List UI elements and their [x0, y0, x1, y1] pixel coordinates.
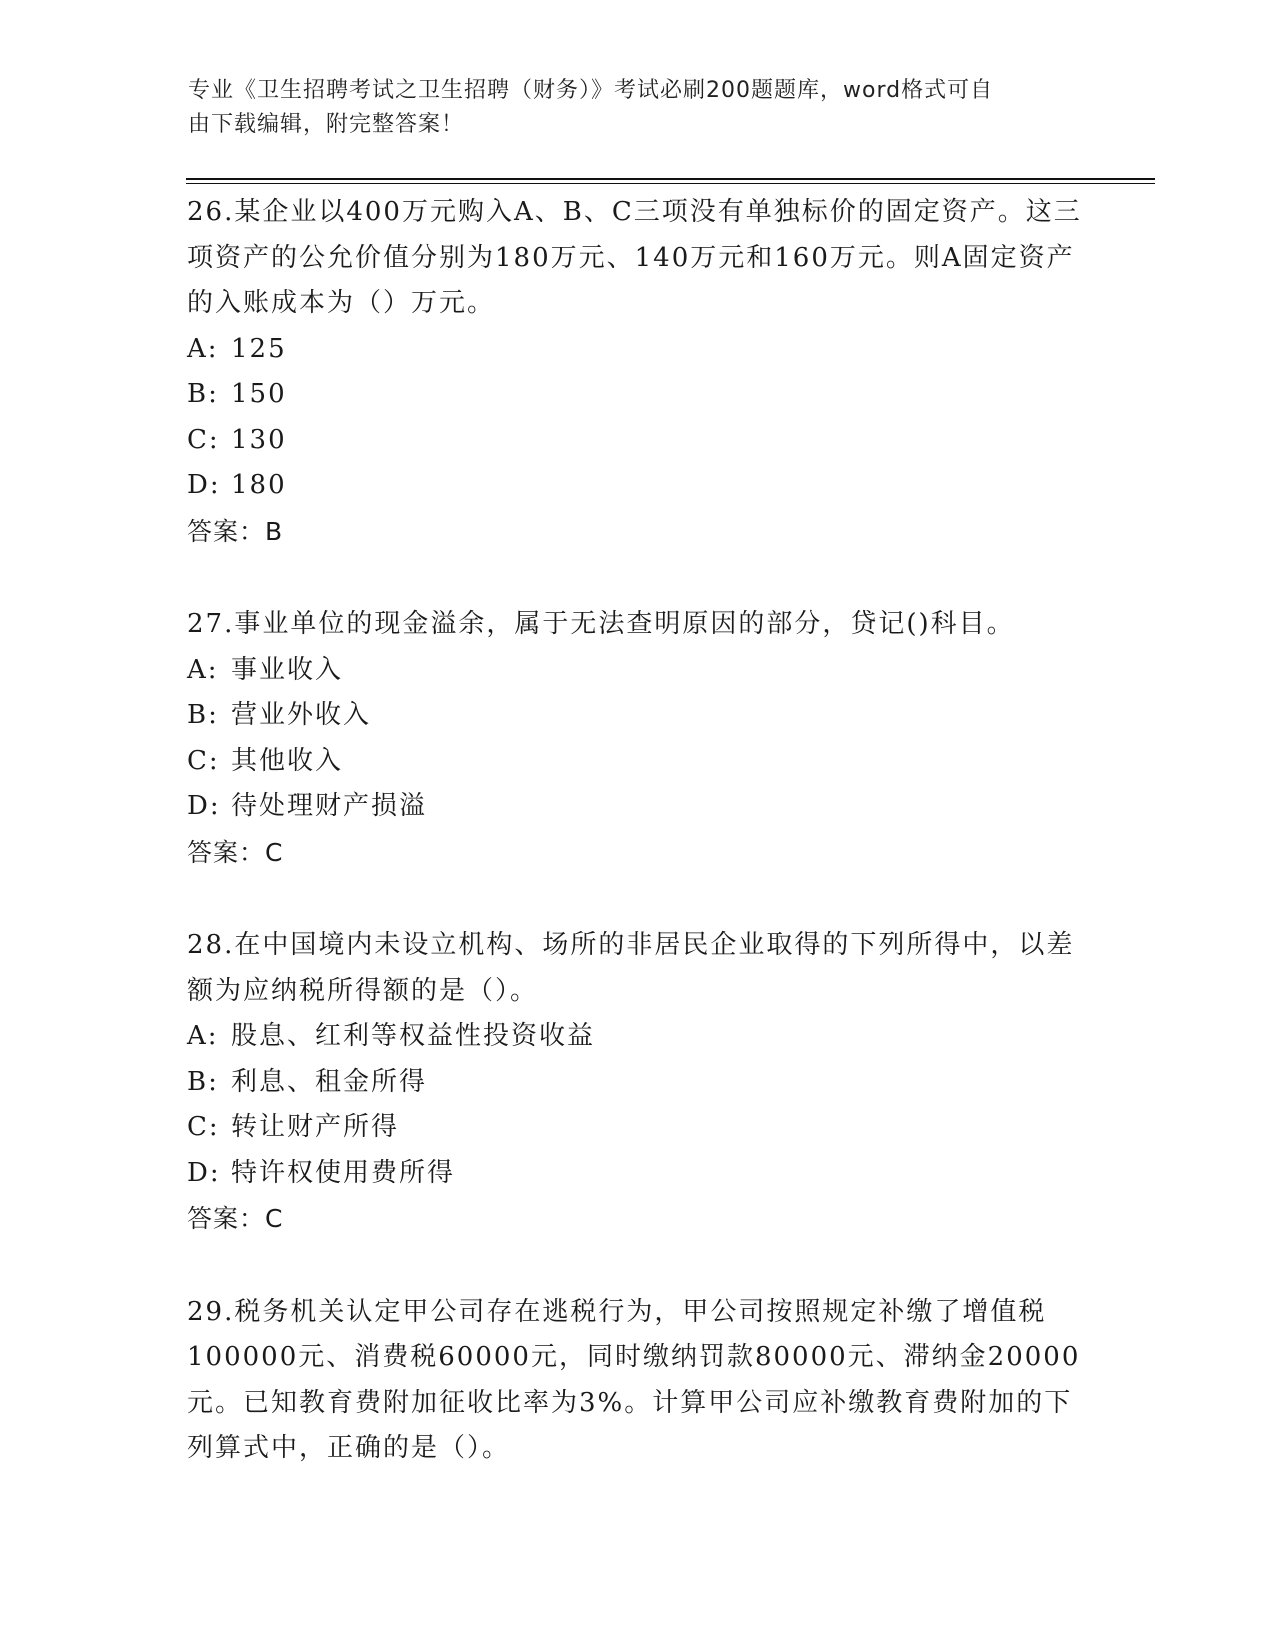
option-text: 130: [231, 424, 287, 455]
question-spacer: [187, 554, 1087, 602]
option-c: [187, 739, 1087, 785]
option-b: [187, 372, 1087, 418]
question-29: [187, 1290, 1087, 1472]
option-text: 180: [231, 470, 287, 500]
option-letter: A:: [187, 333, 219, 364]
option-text: 特许权使用费所得: [231, 1157, 456, 1188]
answer-line: 答案：C: [187, 837, 284, 867]
option-a: [187, 1014, 1087, 1060]
question-spacer: [187, 1242, 1087, 1290]
question-text: 29.税务机关认定甲公司存在逃税行为，甲公司按照规定补缴了增值税100000元、消费税60000元，同时缴纳罚款80000元、滞纳金20000元。已知教育费附加征收比率为3%。计算甲公司应补缴教育费附加的下列算式中，正确的是（）。: [187, 1296, 1081, 1463]
question-28: [187, 923, 1087, 1242]
question-list: [187, 190, 1087, 1472]
option-text: 股息、红利等权益性投资收益: [231, 1021, 596, 1051]
header-line-2: 由下载编辑，附完整答案！: [188, 112, 465, 137]
option-letter: C:: [187, 424, 220, 455]
option-letter: A:: [187, 654, 219, 685]
option-letter: B:: [187, 700, 219, 730]
option-text: 150: [231, 379, 287, 409]
option-letter: B:: [187, 379, 219, 409]
option-d: [187, 1151, 1087, 1197]
option-d: [187, 784, 1087, 830]
option-text: 利息、租金所得: [231, 1066, 428, 1097]
header-line-1: 专业《卫生招聘考试之卫生招聘（财务）》考试必刷200题题库，word格式可自: [188, 78, 994, 103]
option-a: [187, 648, 1087, 694]
option-text: 事业收入: [231, 654, 344, 685]
option-letter: D:: [187, 470, 221, 500]
answer-line: 答案：C: [187, 1204, 284, 1233]
option-b: [187, 1060, 1087, 1106]
page-header: [188, 74, 1068, 142]
question-26: [187, 190, 1087, 554]
option-letter: B:: [187, 1066, 219, 1097]
header-rule-thin: [186, 183, 1155, 184]
option-letter: C:: [187, 1112, 220, 1142]
option-letter: D:: [187, 1157, 221, 1188]
answer-line: 答案：B: [187, 516, 284, 546]
question-text: 26.某企业以400万元购入A、B、C三项没有单独标价的固定资产。这三项资产的公允价值分别为180万元、140万元和160万元。则A固定资产的入账成本为（）万元。: [187, 197, 1082, 318]
header-rule-thick: [186, 178, 1155, 180]
question-text: 27.事业单位的现金溢余，属于无法查明原因的部分，贷记()科目。: [187, 609, 1015, 639]
option-c: [187, 418, 1087, 464]
option-d: [187, 463, 1087, 509]
option-text: 转让财产所得: [231, 1112, 400, 1142]
option-letter: D:: [187, 791, 221, 821]
option-a: [187, 327, 1087, 373]
question-spacer: [187, 875, 1087, 923]
option-letter: A:: [187, 1021, 219, 1051]
option-text: 其他收入: [231, 745, 344, 776]
option-c: [187, 1105, 1087, 1151]
option-text: 待处理财产损溢: [231, 791, 428, 821]
option-text: 125: [231, 333, 287, 364]
option-letter: C:: [187, 745, 220, 776]
option-b: [187, 693, 1087, 739]
question-text: 28.在中国境内未设立机构、场所的非居民企业取得的下列所得中，以差额为应纳税所得额的是（）。: [187, 930, 1075, 1006]
option-text: 营业外收入: [231, 700, 372, 730]
question-27: [187, 602, 1087, 875]
